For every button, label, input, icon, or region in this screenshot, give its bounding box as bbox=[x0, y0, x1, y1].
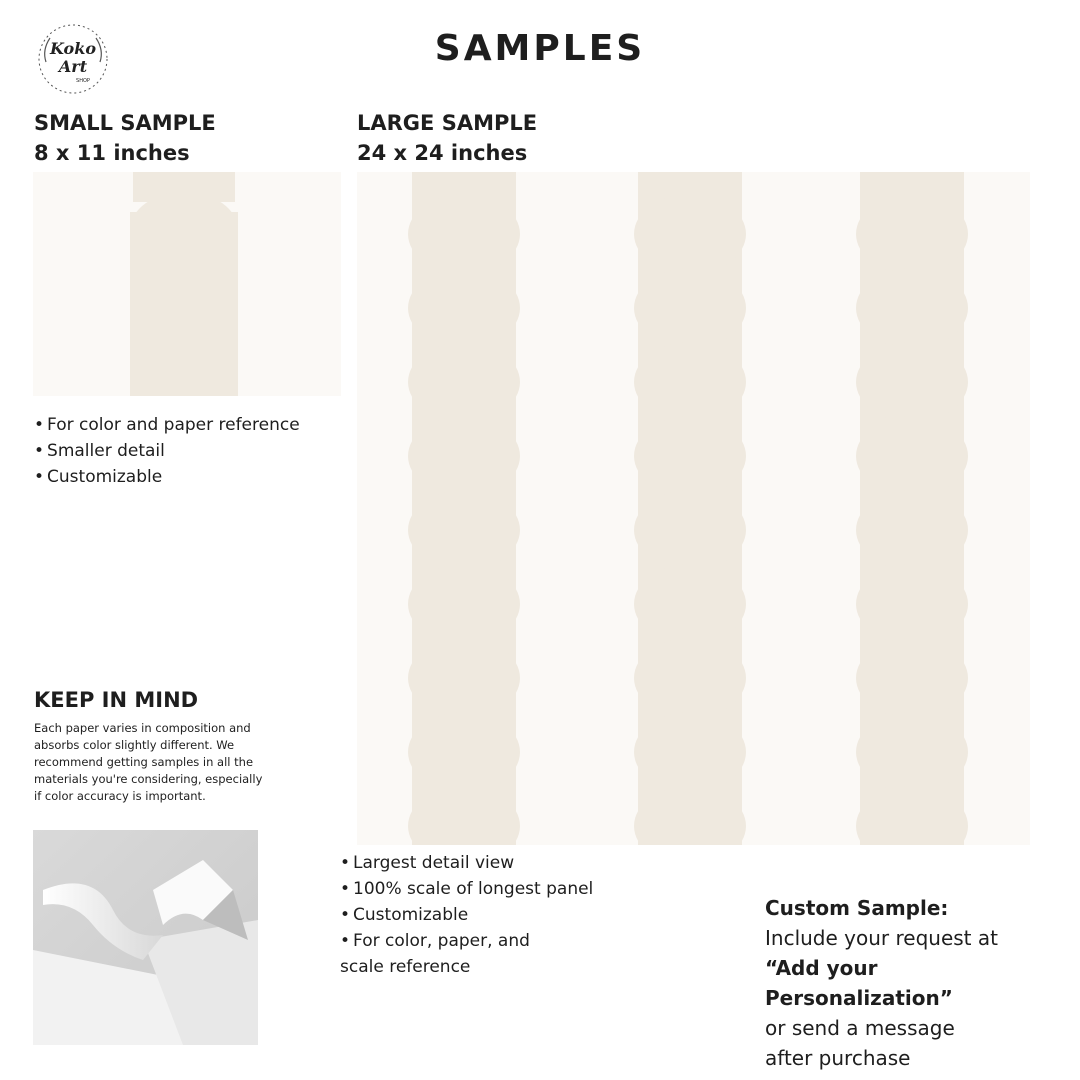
scallop bbox=[856, 194, 968, 274]
logo-text-koko: Koko bbox=[50, 39, 96, 58]
scallop bbox=[856, 638, 968, 718]
scallop bbox=[856, 490, 968, 570]
list-item: • 100% scale of longest panel bbox=[340, 876, 593, 902]
list-item: • Largest detail view bbox=[340, 850, 593, 876]
logo-text-shop: SHOP bbox=[76, 78, 90, 84]
list-item: • Customizable bbox=[340, 902, 593, 928]
list-item: • Smaller detail bbox=[34, 438, 300, 464]
large-sample-heading bbox=[357, 108, 537, 168]
custom-sample-personalization: “Add your Personalization” bbox=[765, 956, 953, 1010]
logo-text-art: Art bbox=[58, 57, 88, 76]
scallop bbox=[634, 342, 746, 422]
scallop bbox=[408, 342, 520, 422]
scallop bbox=[856, 342, 968, 422]
keep-in-mind-body: Each paper varies in composition and absorbs color slightly different. We recommend getting samples in all the materials you're considering, especially if color accuracy is important. bbox=[34, 721, 263, 803]
scallop bbox=[408, 712, 520, 792]
large-sample-bullets bbox=[340, 850, 593, 980]
list-item: • Customizable bbox=[34, 464, 300, 490]
koko-art-logo bbox=[36, 22, 110, 96]
custom-sample-note bbox=[765, 893, 1065, 1073]
custom-sample-title: Custom Sample: bbox=[765, 896, 949, 920]
small-sample-heading bbox=[34, 108, 216, 168]
custom-sample-line: or send a message bbox=[765, 1016, 955, 1040]
scallop bbox=[408, 638, 520, 718]
page-title: SAMPLES bbox=[434, 28, 646, 69]
scallop bbox=[634, 416, 746, 496]
scallop bbox=[856, 268, 968, 348]
scallop bbox=[856, 712, 968, 792]
scallop bbox=[856, 416, 968, 496]
list-item-continuation: scale reference bbox=[340, 957, 471, 977]
scallop bbox=[408, 194, 520, 274]
paper-samples-photo bbox=[33, 830, 258, 1045]
scallop bbox=[408, 268, 520, 348]
scallop bbox=[634, 490, 746, 570]
scallop bbox=[634, 564, 746, 644]
scallop bbox=[408, 564, 520, 644]
scallop bbox=[856, 564, 968, 644]
keep-in-mind-title: KEEP IN MIND bbox=[34, 688, 199, 712]
list-item: • For color, paper, and bbox=[340, 928, 593, 954]
scallop bbox=[408, 416, 520, 496]
custom-sample-line: after purchase bbox=[765, 1046, 911, 1070]
custom-sample-line: Include your request at bbox=[765, 926, 998, 950]
small-sample-bullets bbox=[34, 412, 300, 490]
scallop bbox=[634, 638, 746, 718]
scallop bbox=[634, 268, 746, 348]
large-sample-size: 24 x 24 inches bbox=[357, 141, 528, 165]
small-sample-size: 8 x 11 inches bbox=[34, 141, 190, 165]
list-item: • For color and paper reference bbox=[34, 412, 300, 438]
large-sample-title: LARGE SAMPLE bbox=[357, 111, 538, 135]
large-sample-image bbox=[357, 172, 1030, 845]
scallop bbox=[634, 194, 746, 274]
scallop bbox=[634, 712, 746, 792]
scallop bbox=[408, 490, 520, 570]
small-sample-image bbox=[33, 172, 341, 396]
small-sample-title: SMALL SAMPLE bbox=[34, 111, 216, 135]
